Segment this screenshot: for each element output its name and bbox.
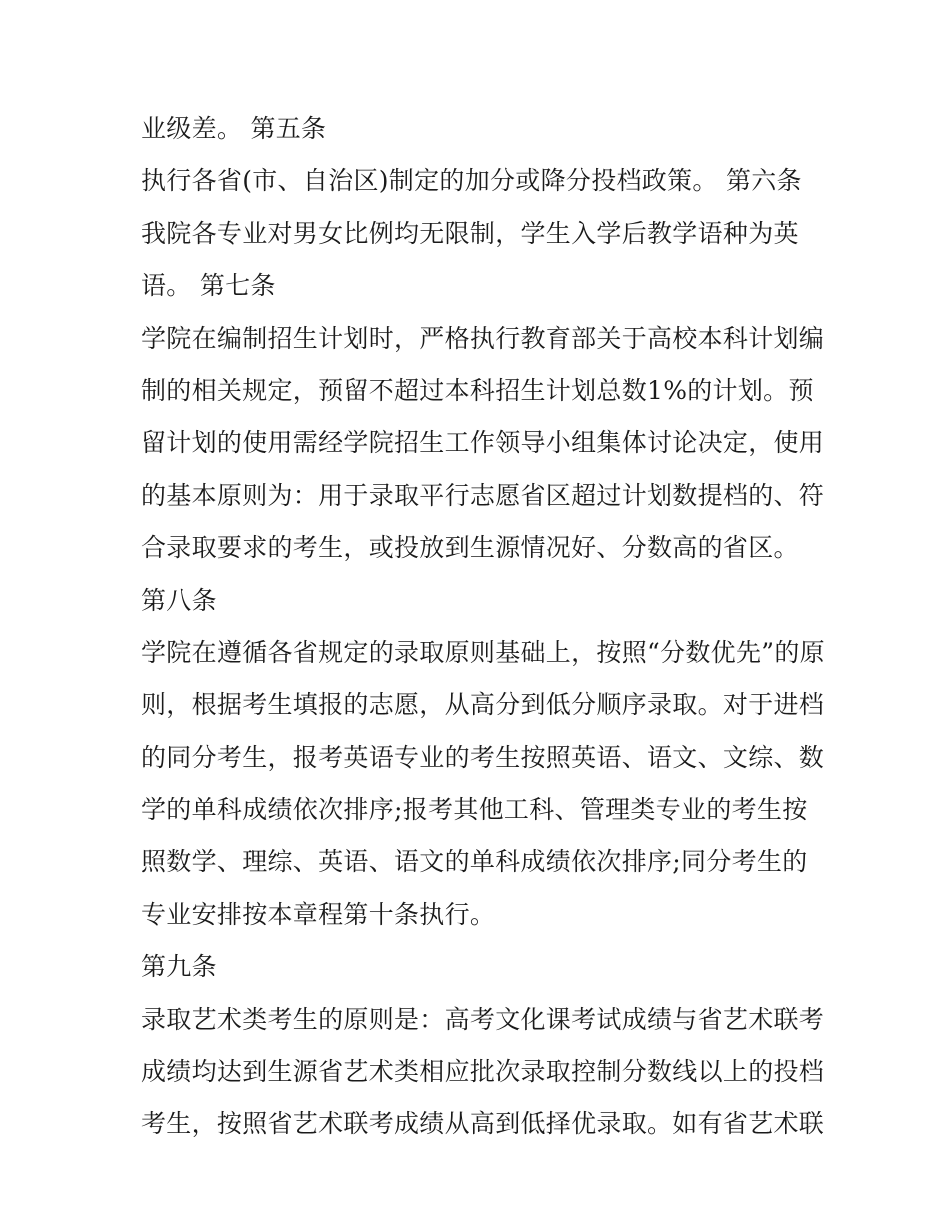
- text-line: 制的相关规定，预留不超过本科招生计划总数1%的计划。预: [141, 375, 814, 405]
- text-line: 的同分考生，报考英语专业的考生按照英语、语文、文综、数: [141, 742, 825, 772]
- text-line: 第九条: [141, 952, 217, 982]
- text-line: 录取艺术类考生的原则是：高考文化课考试成绩与省艺术联考: [141, 1004, 825, 1034]
- text-line: 考生，按照省艺术联考成绩从高到低择优录取。如有省艺术联: [141, 1109, 825, 1139]
- text-line: 则，根据考生填报的志愿，从高分到低分顺序录取。对于进档: [141, 690, 825, 720]
- document-body: [141, 107, 825, 1155]
- text-line: 成绩均达到生源省艺术类相应批次录取控制分数线以上的投档: [141, 1057, 825, 1087]
- text-line: 的基本原则为：用于录取平行志愿省区超过计划数提档的、符: [141, 480, 825, 510]
- text-line: 留计划的使用需经学院招生工作领导小组集体讨论决定，使用: [141, 428, 825, 458]
- text-line: 合录取要求的考生，或投放到生源情况好、分数高的省区。: [141, 533, 799, 563]
- text-line: 语。 第七条: [141, 271, 276, 301]
- text-line: 专业安排按本章程第十条执行。: [141, 899, 496, 929]
- text-line: 学的单科成绩依次排序;报考其他工科、管理类专业的考生按: [141, 795, 808, 825]
- text-line: 业级差。 第五条: [141, 114, 327, 143]
- text-line: 我院各专业对男女比例均无限制，学生入学后教学语种为英: [141, 218, 799, 248]
- text-line: 第八条: [141, 585, 217, 615]
- text-line: 执行各省(市、自治区)制定的加分或降分投档政策。 第六条: [141, 166, 802, 196]
- text-line: 照数学、理综、英语、语文的单科成绩依次排序;同分考生的: [141, 847, 808, 877]
- text-line: 学院在编制招生计划时，严格执行教育部关于高校本科计划编: [141, 323, 825, 353]
- text-line: 学院在遵循各省规定的录取原则基础上，按照“分数优先”的原: [141, 637, 825, 667]
